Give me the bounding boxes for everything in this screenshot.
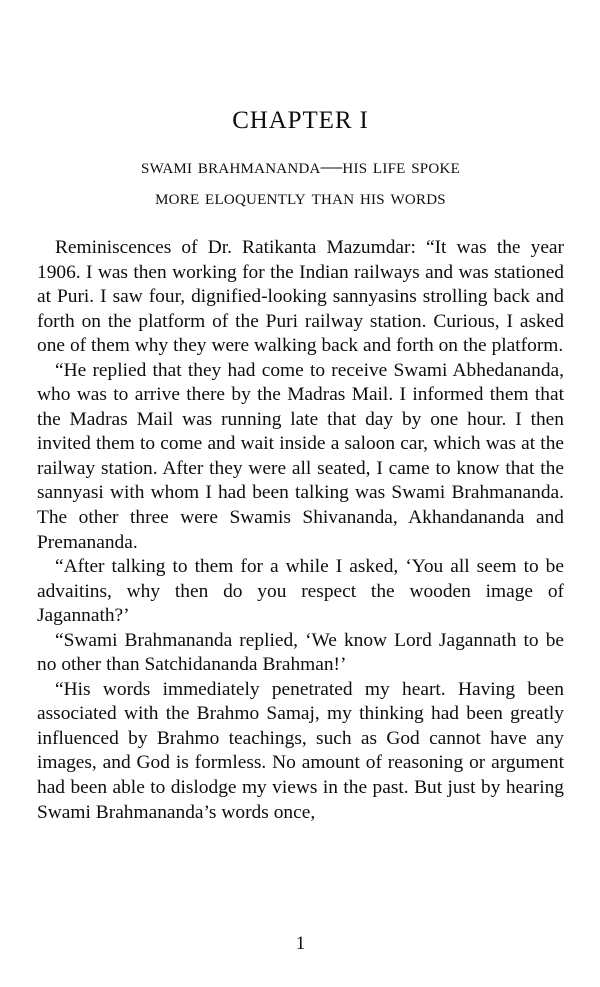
chapter-title-heading: [37, 134, 564, 212]
chapter-title-line-2-part-b: than: [311, 184, 355, 209]
paragraph: “His words immediately penetrated my heart. Having been associated with the Brahmo Samaj, my thinking had been greatly influenced by Brahmo teachings, such as God cannot have any images, and God is formless. No amount of reasoning or argument had been able to dislodge my views in the past. But just by hearing Swami Brahmananda’s words once,: [37, 678, 564, 823]
page-content-column: [37, 0, 564, 987]
chapter-title-line-1: swami brahmananda—his life spoke: [141, 154, 460, 179]
body-text-block: [37, 236, 564, 825]
page-number: 1: [295, 933, 306, 954]
chapter-title-line-2-part-a: more eloquently: [155, 184, 312, 209]
chapter-heading-block: [37, 108, 564, 212]
paragraph: “He replied that they had come to receive Swami Abhedananda, who was to arrive there by the Madras Mail. I informed them that the Madras Mail was running late that day by one hour. I then invited them to come and wait inside a saloon car, which was at the railway station. After they were all seated, I came to know that the sannyasi with whom I had been talking was Swami Brahmananda. The other three were Swamis Shivananda, Akhandananda and Premananda.: [37, 359, 564, 553]
chapter-title-line-2-part-c: his words: [354, 184, 446, 209]
paragraph: “After talking to them for a while I asked, ‘You all seem to be advaitins, why then do you respect the wooden image of Jagannath?’: [37, 556, 564, 627]
paragraph: “Swami Brahmananda replied, ‘We know Lord Jagannath to be no other than Satchidananda Brahman!’: [37, 629, 564, 676]
chapter-number-heading: CHAPTER I: [232, 107, 369, 134]
page-folio: [37, 934, 564, 953]
paragraph: Reminiscences of Dr. Ratikanta Mazumdar: “It was the year 1906. I was then working for the Indian railways and was stationed at Puri. I saw four, dignified-looking sannyasins strolling back and forth on the platform of the Puri railway station. Curious, I asked one of them why they were walking back and forth on the platform.: [37, 237, 564, 357]
chapter-title-line-2: [37, 182, 564, 213]
